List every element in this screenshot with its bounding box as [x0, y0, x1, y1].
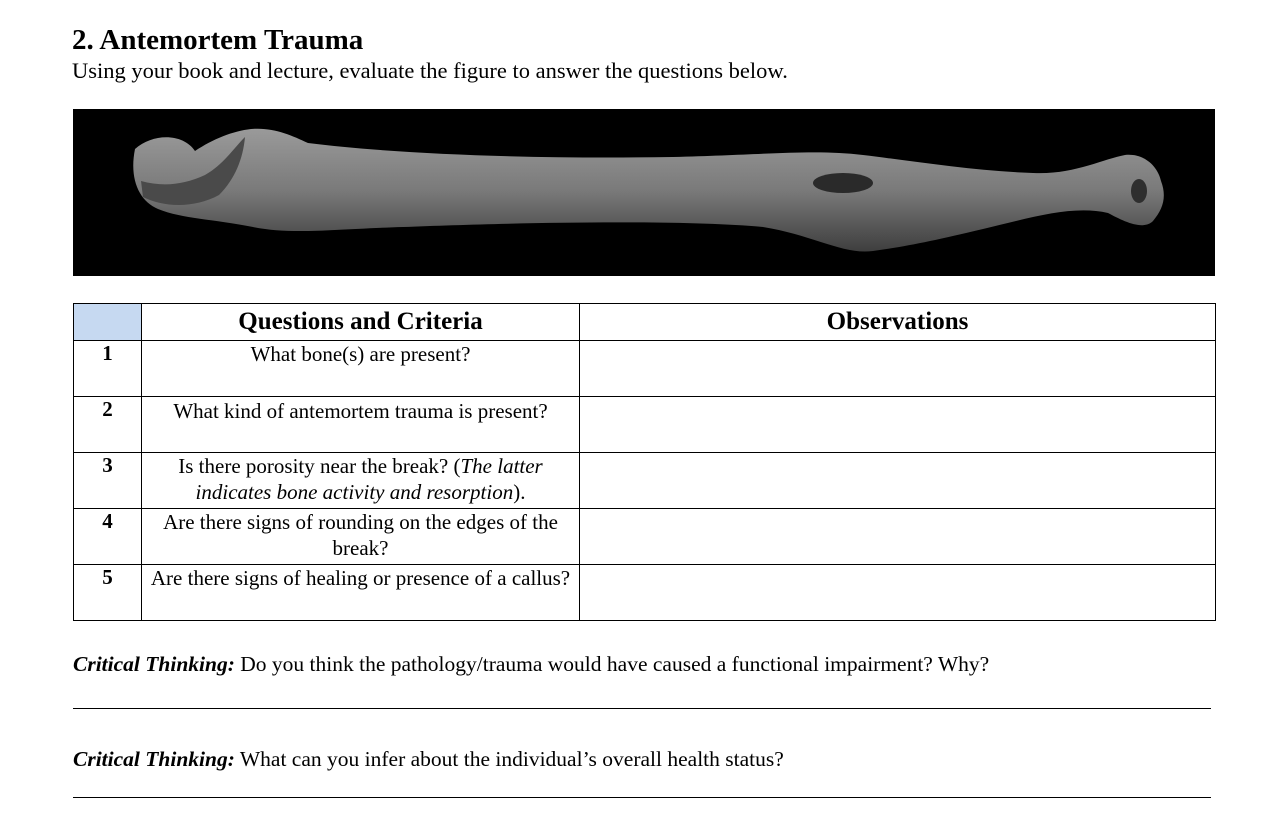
table-row	[74, 509, 1216, 565]
table-row	[74, 341, 1216, 397]
observation-cell[interactable]	[580, 453, 1216, 509]
section-title: 2. Antemortem Trauma	[72, 24, 364, 56]
bone-end-cavity	[1131, 179, 1147, 203]
question-text: What bone(s) are present?	[142, 341, 580, 397]
bone-shaft	[133, 129, 1164, 252]
question-text	[142, 453, 580, 509]
header-observations: Observations	[580, 304, 1216, 341]
bone-figure	[73, 109, 1215, 276]
critical-thinking-2	[73, 745, 784, 773]
header-corner-cell	[74, 304, 142, 341]
table-row	[74, 565, 1216, 621]
row-number: 2	[74, 397, 142, 453]
critical-thinking-label: Critical Thinking:	[73, 652, 235, 676]
observation-cell[interactable]	[580, 509, 1216, 565]
row-number: 3	[74, 453, 142, 509]
answer-line-2[interactable]	[73, 797, 1211, 798]
callus-hole	[813, 173, 873, 193]
question-text: Are there signs of healing or presence of a callus?	[142, 565, 580, 621]
header-questions: Questions and Criteria	[142, 304, 580, 341]
question-text: What kind of antemortem trauma is present?	[142, 397, 580, 453]
critical-thinking-question: Do you think the pathology/trauma would have caused a functional impairment? Why?	[234, 652, 990, 676]
instructions-text: Using your book and lecture, evaluate the figure to answer the questions below.	[72, 58, 788, 83]
critical-thinking-1	[73, 650, 989, 678]
row-number: 5	[74, 565, 142, 621]
row-number: 4	[74, 509, 142, 565]
critical-thinking-question: What can you infer about the individual’s overall health status?	[234, 747, 784, 771]
observation-cell[interactable]	[580, 397, 1216, 453]
questions-table	[73, 303, 1216, 621]
observation-cell[interactable]	[580, 341, 1216, 397]
question-text: Are there signs of rounding on the edges of the break?	[142, 509, 580, 565]
question-text-plain: Is there porosity near the break? (	[178, 454, 461, 478]
table-row	[74, 397, 1216, 453]
answer-line-1[interactable]	[73, 708, 1211, 709]
critical-thinking-label: Critical Thinking:	[73, 747, 235, 771]
question-text-italic: The latter indicates bone activity and resorption	[195, 454, 543, 504]
bone-image	[73, 109, 1215, 276]
observation-cell[interactable]	[580, 565, 1216, 621]
table-header-row	[74, 304, 1216, 341]
table-row	[74, 453, 1216, 509]
question-text-tail: ).	[513, 480, 526, 504]
row-number: 1	[74, 341, 142, 397]
